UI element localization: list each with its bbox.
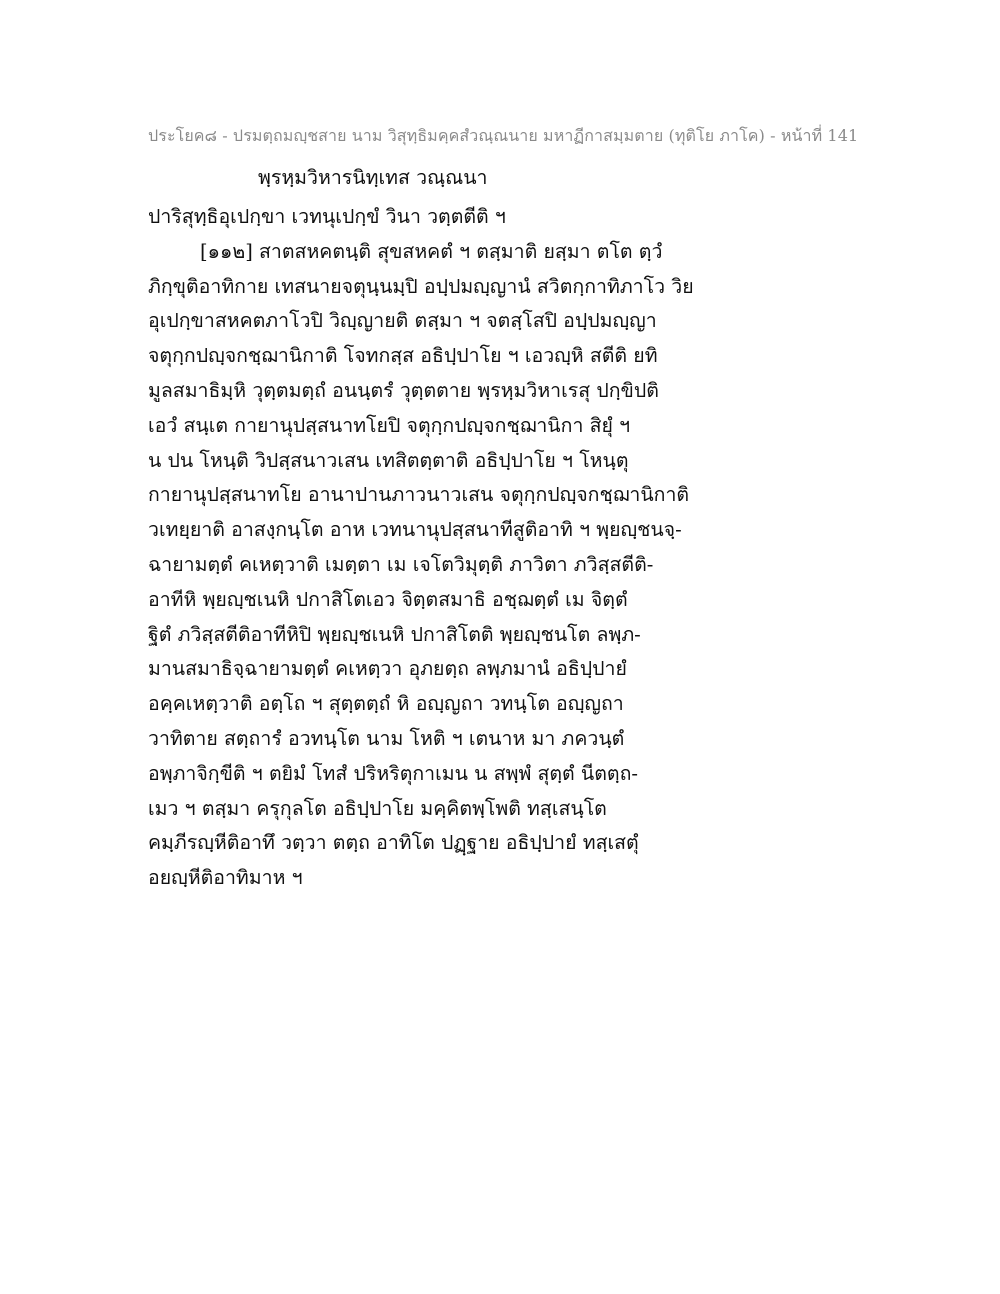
text-line: ฉายามตฺตํ คเหตฺวาติ เมตฺตา เม เจโตวิมุตฺติ ภาวิตา ภวิสฺสตีติ- xyxy=(148,552,654,576)
text-line: วาทิตาย สตฺถารํ อวทนฺโต นาม โหติ ฯ เตนาห มา ภควนฺตํ xyxy=(148,726,625,750)
text-line: มานสมาธิจฺฉายามตฺตํ คเหตฺวา อุภยตฺถ ลพฺภมานํ อธิปฺปายํ xyxy=(148,657,627,681)
text-line: วเทยฺยาติ อาสงฺกนฺโต อาห เวทนานุปสฺสนาทีสูติอาทิ ฯ พฺยญฺชนจฺ- xyxy=(148,518,682,542)
text-line: เอวํ สนฺเต กายานุปสฺสนาทโยปิ จตุกฺกปญฺจกชฺฌานิกา สิยุํ ฯ xyxy=(148,413,631,437)
text-line: อพฺภาจิกฺขีติ ฯ ตยิมํ โทสํ ปริหริตุกาเมน น สพฺพํ สุตฺตํ นีตตฺถ- xyxy=(148,761,638,785)
text-line: อคฺคเหตฺวาติ อตฺโถ ฯ สุตฺตตฺถํ หิ อญฺญถา วทนฺโต อญฺญถา xyxy=(148,692,624,716)
text-line: อยญฺหีติอาทิมาห ฯ xyxy=(148,866,303,890)
text-line: มูลสมาธิมฺหิ วุตฺตมตฺถํ อนนฺตรํ วุตฺตตาย พฺรหฺมวิหาเรสุ ปกฺขิปติ xyxy=(148,378,659,402)
text-line: จตุกฺกปญฺจกชฺฌานิกาติ โจทกสฺส อธิปฺปาโย ฯ เอวญฺหิ สตีติ ยทิ xyxy=(148,344,658,368)
text-line: อุเปกฺขาสหคตภาโวปิ วิญฺญายติ ตสฺมา ฯ จตสฺโสปิ อปฺปมญฺญา xyxy=(148,309,657,333)
text-line: อาทีหิ พฺยญฺชเนหิ ปกาสิโตเอว จิตฺตสมาธิ อชฺฌตฺตํ เม จิตฺตํ xyxy=(148,587,628,611)
section-title: พฺรหฺมวิหารนิทฺเทส วณฺณนา xyxy=(258,166,488,189)
text-line: กายานุปสฺสนาทโย อานาปานภาวนาวเสน จตุกฺกปญฺจกชฺฌานิกาติ xyxy=(148,483,690,507)
text-line: ฐิตํ ภวิสฺสตีติอาทีหิปิ พฺยญฺชเนหิ ปกาสิโตติ พฺยญฺชนโต ลพฺภ- xyxy=(148,622,641,646)
paragraph-start-line: [๑๑๒] สาตสหคตนฺติ สุขสหคตํ ฯ ตสฺมาติ ยสฺมา ตโต ตฺวํ xyxy=(200,239,663,263)
text-line: ปาริสุทฺธิอุเปกฺขา เวทนุเปกฺขํ วินา วตฺตตีติ ฯ xyxy=(148,205,506,228)
text-line: คมฺภีรญฺหีติอาทึ วตฺวา ตตฺถ อาทิโต ปฏฺฐาย อธิปฺปายํ ทสฺเสตุํ xyxy=(148,831,639,855)
body-text xyxy=(148,200,848,896)
text-line: น ปน โหนฺติ วิปสฺสนาวเสน เทสิตตฺตาติ อธิปฺปาโย ฯ โหนฺตุ xyxy=(148,448,629,472)
text-line: ภิกฺขุติอาทิกาย เทสนายจตุนฺนมฺปิ อปฺปมญฺญานํ สวิตกฺกาทิภาโว วิย xyxy=(148,274,694,298)
running-header: ประโยค๘ - ปรมตฺถมญฺชสาย นาม วิสุทฺธิมคฺคสํวณฺณนาย มหาฏีกาสมฺมตาย (ทุติโย ภาโค) - หน้าที่ 141 xyxy=(148,126,859,145)
text-line: เมว ฯ ตสฺมา ครุกุลโต อธิปฺปาโย มคฺคิตพฺโพติ ทสฺเสนฺโต xyxy=(148,796,607,820)
